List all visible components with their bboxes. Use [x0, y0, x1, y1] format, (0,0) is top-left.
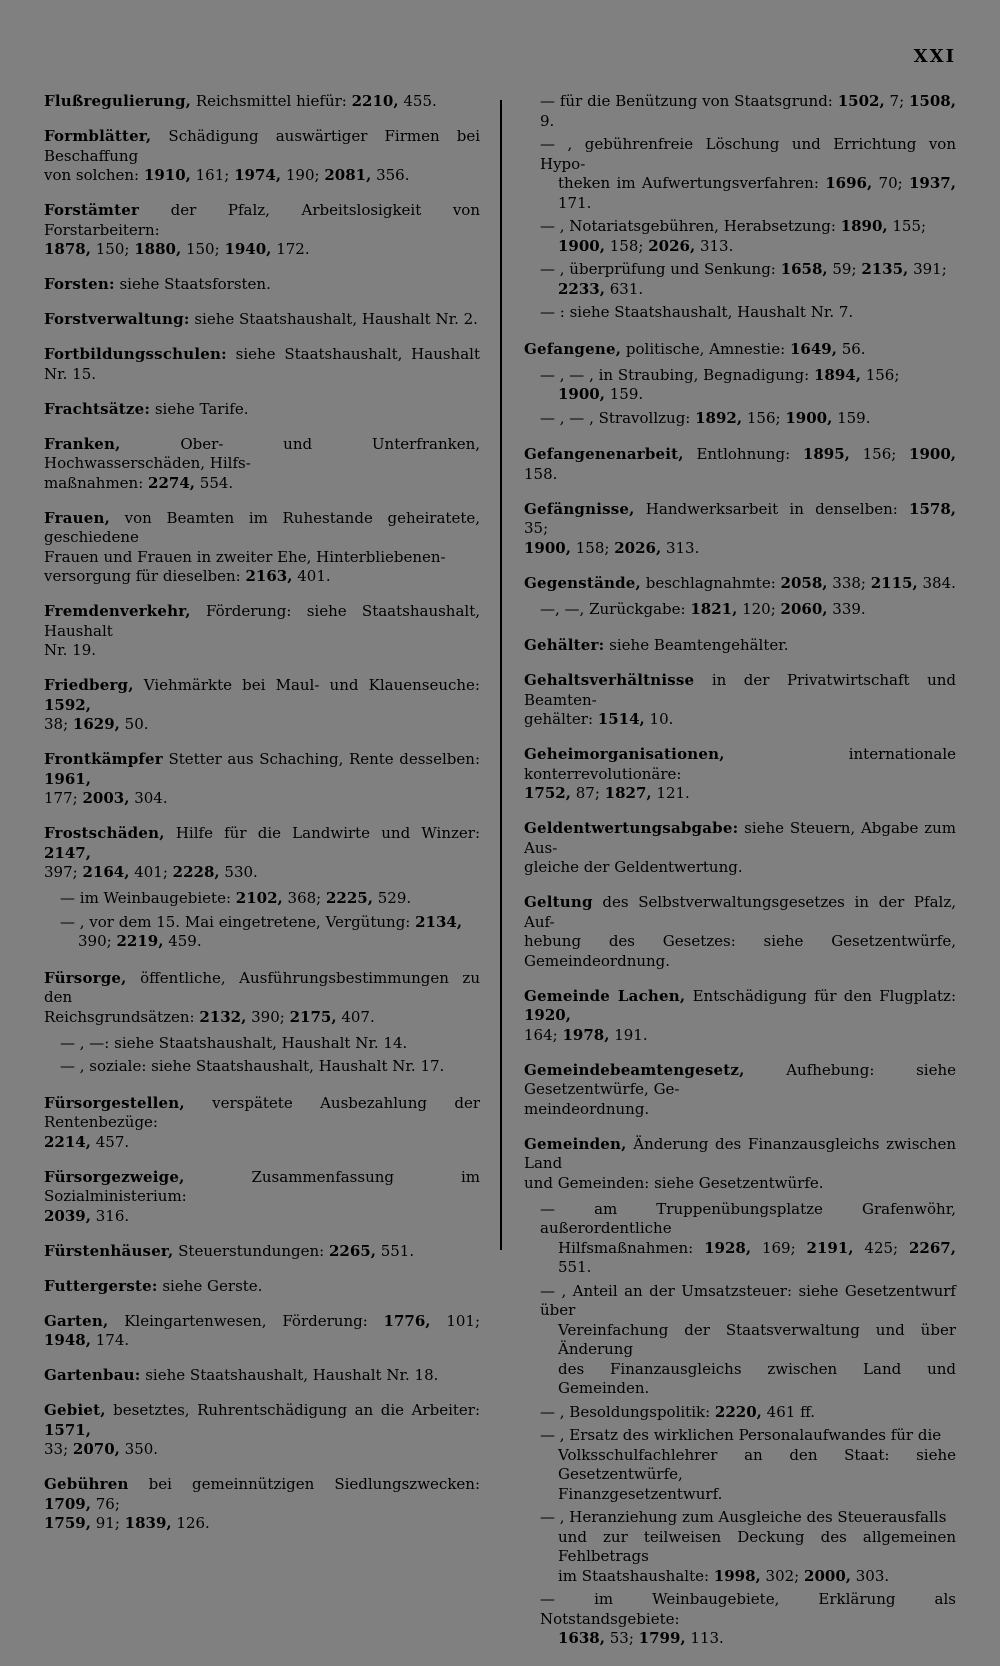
entry-line: und Gemeinden: siehe Gesetzentwürfe. [524, 1173, 824, 1192]
page-reference: 2102, [235, 889, 283, 907]
page-reference: 1799, [638, 1629, 686, 1647]
sub-entry [524, 1426, 956, 1504]
sub-entry-line: — , Ersatz des wirklichen Personalaufwandes für die [540, 1426, 942, 1444]
headword: Garten, [44, 1311, 109, 1330]
page-reference: 2026, [648, 236, 696, 255]
headword: Fürstenhäuser, [44, 1241, 174, 1260]
index-entry [44, 1277, 480, 1297]
headword: Gemeinde Lachen, [524, 986, 686, 1005]
sub-entry-line: des Finanzausgleichs zwischen Land und Gemeinden. [558, 1359, 956, 1397]
index-entry [44, 1366, 480, 1386]
headword: Flußregulierung, [44, 92, 192, 110]
page-reference: 1658, [780, 260, 828, 278]
entry-line: Gehälter: siehe Beamtengehälter. [524, 636, 789, 654]
entry-line: versorgung für dieselben: 2163, 401. [44, 567, 331, 585]
headword: Gebühren [44, 1475, 129, 1493]
page-reference: 1827, [604, 784, 652, 802]
headword: Fremdenverkehr, [44, 602, 191, 620]
entry-line: gleiche der Geldentwertung. [524, 858, 743, 876]
headword: Gemeindebeamtengesetz, [524, 1060, 745, 1079]
headword: Gegenstände, [524, 573, 641, 592]
headword: Gehälter: [524, 636, 605, 654]
page-reference: 1776, [383, 1311, 431, 1330]
headword: Geltung [524, 893, 593, 911]
entry-line: 38; 1629, 50. [44, 715, 149, 733]
page-reference: 1910, [143, 166, 191, 184]
sub-entry [524, 135, 956, 213]
entry-line: Geltung des Selbstverwaltungsgesetzes in der Pfalz, Auf- [524, 893, 956, 931]
sub-entry-line: — , Besoldungspolitik: 2220, 461 ff. [540, 1402, 815, 1421]
index-entry [44, 400, 480, 420]
sub-entry-line: — , gebührenfreie Löschung und Errichtung von Hypo- [540, 135, 956, 173]
page-reference: 2191, [806, 1238, 854, 1257]
headword: Forstverwaltung: [44, 310, 190, 328]
sub-entry [524, 217, 956, 256]
entry-line: Frachtsätze: siehe Tarife. [44, 399, 249, 418]
sub-entry-line: — , — , in Straubing, Begnadigung: 1894, 156; [540, 365, 900, 384]
entry-line: Reichsgrundsätzen: 2132, 390; 2175, 407. [44, 1007, 375, 1026]
entry-line: Frauen, von Beamten im Ruhestande geheiratete, geschiedene [44, 508, 480, 546]
page-reference: 2115, [870, 573, 918, 592]
page-reference: 2225, [326, 889, 373, 907]
headword: Frostschäden, [44, 824, 165, 842]
index-entry [44, 602, 480, 661]
headword: Gehaltsverhältnisse [524, 671, 695, 689]
sub-entry-line: und zur teilweisen Deckung des allgemeinen Fehlbetrags [558, 1527, 956, 1565]
index-entry [524, 500, 956, 559]
sub-entry-line: — , Notariatsgebühren, Herabsetzung: 1890, 155; [540, 217, 927, 235]
headword: Gefängnisse, [524, 499, 635, 518]
index-entry [44, 824, 480, 883]
index-entry [44, 1475, 480, 1534]
headword: Gemeinden, [524, 1134, 627, 1153]
index-entry [524, 574, 956, 594]
entry-line: Fortbildungsschulen: siehe Staatshaushalt, Haushalt Nr. 15. [44, 345, 480, 383]
sub-entry [44, 889, 480, 909]
headword: Gefangene, [524, 339, 622, 358]
sub-entry [524, 92, 956, 131]
sub-entry-line: Volksschulfachlehrer an den Staat: siehe Gesetzentwürfe, [558, 1445, 956, 1483]
page-reference: 1821, [690, 599, 738, 618]
page-reference: 1759, [44, 1514, 91, 1532]
headword: Fürsorge, [44, 968, 127, 987]
entry-line: 1752, 87; 1827, 121. [524, 784, 690, 802]
headword: Frauen, [44, 508, 110, 527]
sub-entry-line: — , überprüfung und Senkung: 1658, 59; 2135, 391; [540, 260, 947, 278]
page-reference: 1928, [704, 1238, 752, 1257]
index-entry [524, 340, 956, 360]
sub-entry-line: 2233, 631. [558, 279, 644, 298]
entry-line: Gefangenenarbeit, Entlohnung: 1895, 156; 1900, 158. [524, 445, 956, 483]
entry-line: Gemeindebeamtengesetz, Aufhebung: siehe Gesetzentwürfe, Ge- [524, 1060, 956, 1098]
entry-line: maßnahmen: 2274, 554. [44, 473, 234, 492]
page-reference: 2164, [82, 863, 130, 881]
entry-line: Geheimorganisationen, internationale konterrevolutionäre: [524, 745, 956, 783]
right-column [524, 92, 956, 1666]
sub-entry-line: — , Heranziehung zum Ausgleiche des Steuerausfalls [540, 1508, 947, 1526]
entry-line: Forstverwaltung: siehe Staatshaushalt, Haushalt Nr. 2. [44, 310, 478, 328]
left-column [44, 92, 480, 1549]
sub-entry-line: Finanzgesetzentwurf. [558, 1484, 723, 1503]
headword: Forstämter [44, 201, 140, 219]
column-divider [500, 100, 502, 1250]
page-reference: 2026, [614, 538, 662, 557]
entry-line: Fremdenverkehr, Förderung: siehe Staatshaushalt, Haushalt [44, 602, 480, 640]
index-entry [44, 676, 480, 735]
sub-entry [524, 1200, 956, 1278]
entry-line: Forsten: siehe Staatsforsten. [44, 275, 271, 293]
page-number: XXI [913, 46, 956, 67]
entry-line: 33; 2070, 350. [44, 1440, 159, 1458]
page-reference: 1895, [802, 445, 850, 463]
headword: Fürsorgestellen, [44, 1093, 185, 1112]
sub-entry-line: 1638, 53; 1799, 113. [558, 1629, 724, 1647]
headword: Futtergerste: [44, 1276, 158, 1295]
index-entry [44, 969, 480, 1028]
entry-line: Forstämter der Pfalz, Arbeitslosigkeit von Forstarbeitern: [44, 201, 480, 239]
index-entry [44, 1401, 480, 1460]
sub-entry [44, 1057, 480, 1077]
entry-line: hebung des Gesetzes: siehe Gesetzentwürfe, Gemeindeordnung. [524, 932, 956, 970]
entry-line: 2214, 457. [44, 1132, 130, 1151]
page-reference: 1649, [789, 339, 837, 358]
sub-entry-line: — am Truppenübungsplatze Grafenwöhr, außerordentliche [540, 1199, 956, 1237]
page-reference: 2274, [148, 473, 196, 492]
index-entry [44, 310, 480, 330]
page-reference: 1514, [597, 710, 645, 728]
page-reference: 2135, [861, 260, 909, 278]
sub-entry [524, 409, 956, 429]
entry-line: Nr. 19. [44, 641, 97, 659]
entry-line: gehälter: 1514, 10. [524, 710, 674, 728]
page-reference: 1900, [909, 445, 956, 463]
sub-entry-line: 1900, 159. [558, 385, 644, 403]
index-entry [44, 201, 480, 260]
page-reference: 2220, [714, 1402, 762, 1421]
page-reference: 1638, [558, 1629, 605, 1647]
page-reference: 2134, [415, 912, 463, 931]
page-reference: 2003, [82, 789, 130, 807]
sub-entry-line: — für die Benützung von Staatsgrund: 1502, 7; 1508, 9. [540, 92, 956, 130]
index-entry [44, 127, 480, 186]
page-reference: 2163, [245, 567, 293, 585]
sub-entry-line: Vereinfachung der Staatsverwaltung und über Änderung [558, 1320, 956, 1358]
sub-entry [524, 366, 956, 405]
headword: Gartenbau: [44, 1366, 141, 1384]
page-reference: 2070, [72, 1440, 120, 1458]
entry-line: Futtergerste: siehe Gerste. [44, 1276, 263, 1295]
page-reference: 1900, [785, 408, 833, 427]
sub-entry-line: 390; 2219, 459. [78, 932, 202, 950]
entry-line: Fürsorge, öffentliche, Ausführungsbestimmungen zu den [44, 968, 480, 1006]
page-reference: 2081, [324, 166, 372, 184]
page-reference: 1508, [909, 92, 956, 110]
page-reference: 2267, [909, 1238, 956, 1257]
page-reference: 1502, [837, 92, 885, 110]
entry-line: 2039, 316. [44, 1206, 130, 1225]
sub-entry [524, 1403, 956, 1423]
page-reference: 2175, [289, 1007, 337, 1026]
page-reference: 1571, [44, 1420, 91, 1439]
headword: Geheimorganisationen, [524, 745, 725, 763]
sub-entry [524, 600, 956, 620]
entry-line: Gemeinden, Änderung des Finanzausgleichs zwischen Land [524, 1134, 956, 1172]
page-reference: 2233, [558, 279, 605, 298]
headword: Gebiet, [44, 1401, 106, 1419]
page-reference: 2219, [116, 932, 164, 950]
page-reference: 2265, [328, 1241, 376, 1260]
entry-line: Gefängnisse, Handwerksarbeit in denselben: 1578, 35; [524, 499, 956, 537]
sub-entry-line: im Staatshaushalte: 1998, 302; 2000, 303. [558, 1566, 890, 1585]
page-reference: 2210, [351, 92, 399, 110]
entry-line: Formblätter, Schädigung auswärtiger Firmen bei Beschaffung [44, 127, 480, 165]
page-reference: 1961, [44, 769, 91, 788]
page-reference: 1880, [134, 240, 182, 258]
page-reference: 1937, [909, 174, 956, 192]
sub-entry [524, 1590, 956, 1649]
entry-line: Gemeinde Lachen, Entschädigung für den Flugplatz: 1920, [524, 986, 956, 1024]
page-reference: 1900, [558, 236, 605, 255]
entry-line: Gegenstände, beschlagnahmte: 2058, 338; 2115, 384. [524, 573, 956, 592]
page-reference: 1878, [44, 240, 91, 258]
headword: Franken, [44, 434, 121, 453]
entry-line: Gehaltsverhältnisse in der Privatwirtschaft und Beamten- [524, 671, 956, 709]
index-entry [44, 1094, 480, 1153]
page-reference: 2058, [780, 573, 828, 592]
page-reference: 1978, [562, 1025, 610, 1044]
sub-entry-line: 1900, 158; 2026, 313. [558, 236, 734, 255]
index-entry [44, 509, 480, 587]
page-reference: 1900, [524, 538, 571, 557]
sub-entry-line: theken im Aufwertungsverfahren: 1696, 70; 1937, 171. [558, 174, 956, 212]
page-reference: 1629, [72, 715, 120, 733]
index-entry [524, 1061, 956, 1120]
index-entry [44, 435, 480, 494]
entry-line: 1759, 91; 1839, 126. [44, 1514, 210, 1532]
index-entry [524, 987, 956, 1046]
entry-line: Fürstenhäuser, Steuerstundungen: 2265, 551. [44, 1241, 415, 1260]
page-reference: 1890, [840, 217, 888, 235]
entry-line: von solchen: 1910, 161; 1974, 190; 2081, 356. [44, 166, 410, 184]
headword: Formblätter, [44, 127, 152, 145]
index-entry [524, 1135, 956, 1194]
page-reference: 1892, [695, 408, 743, 427]
sub-entry-line: — : siehe Staatshaushalt, Haushalt Nr. 7. [540, 303, 854, 321]
page-reference: 2060, [780, 599, 828, 618]
entry-line: 1900, 158; 2026, 313. [524, 538, 700, 557]
page-reference: 1894, [813, 365, 861, 384]
entry-line: 397; 2164, 401; 2228, 530. [44, 863, 258, 881]
headword: Geldentwertungsabgabe: [524, 819, 739, 837]
sub-entry [524, 303, 956, 323]
page-reference: 1752, [524, 784, 571, 802]
sub-entry-line: — , — , Stravollzug: 1892, 156; 1900, 159. [540, 408, 871, 427]
page-reference: 1940, [224, 240, 272, 258]
entry-line: Gebühren bei gemeinnützigen Siedlungszwecken: 1709, 76; [44, 1475, 480, 1513]
entry-line: Gebiet, besetztes, Ruhrentschädigung an die Arbeiter: 1571, [44, 1401, 480, 1439]
headword: Forsten: [44, 275, 115, 293]
entry-line: 177; 2003, 304. [44, 789, 168, 807]
page-reference: 2214, [44, 1132, 91, 1151]
entry-line: 1878, 150; 1880, 150; 1940, 172. [44, 240, 310, 258]
index-entry [44, 750, 480, 809]
page-reference: 1920, [524, 1006, 571, 1024]
entry-line: Frauen und Frauen in zweiter Ehe, Hinterbliebenen- [44, 547, 446, 566]
headword: Frachtsätze: [44, 399, 151, 418]
page-reference: 2147, [44, 843, 91, 862]
entry-line: Geldentwertungsabgabe: siehe Steuern, Abgabe zum Aus- [524, 819, 956, 857]
page-reference: 1974, [234, 166, 282, 184]
sub-entry [44, 913, 480, 952]
index-entry [524, 745, 956, 804]
index-entry [44, 1168, 480, 1227]
entry-line: Fürsorgezweige, Zusammenfassung im Sozialministerium: [44, 1167, 480, 1205]
page-reference: 1709, [44, 1494, 91, 1513]
entry-line: Gefangene, politische, Amnestie: 1649, 56. [524, 339, 866, 358]
entry-line: Friedberg, Viehmärkte bei Maul- und Klauenseuche: 1592, [44, 676, 480, 714]
entry-line: Fürsorgestellen, verspätete Ausbezahlung der Rentenbezüge: [44, 1093, 480, 1131]
headword: Fortbildungsschulen: [44, 345, 227, 363]
entry-line: Franken, Ober- und Unterfranken, Hochwasserschäden, Hilfs- [44, 434, 480, 472]
page-reference: 1839, [124, 1514, 172, 1532]
sub-entry [524, 1282, 956, 1399]
entry-line: 164; 1978, 191. [524, 1025, 648, 1044]
sub-entry-line: —, —, Zurückgabe: 1821, 120; 2060, 339. [540, 599, 866, 618]
entry-line: Frostschäden, Hilfe für die Landwirte und Winzer: 2147, [44, 824, 480, 862]
sub-entry [524, 260, 956, 299]
entry-line: Flußregulierung, Reichsmittel hiefür: 2210, 455. [44, 92, 437, 110]
headword: Frontkämpfer [44, 750, 163, 768]
index-entry [44, 1312, 480, 1351]
index-entry [44, 345, 480, 384]
sub-entry-line: — im Weinbaugebiete, Erklärung als Notstandsgebiete: [540, 1590, 956, 1628]
entry-line: Frontkämpfer Stetter aus Schaching, Rente desselben: 1961, [44, 750, 480, 788]
index-entry [44, 92, 480, 112]
index-entry [44, 1242, 480, 1262]
headword: Gefangenenarbeit, [524, 445, 684, 463]
index-entry [524, 445, 956, 484]
sub-entry-line: — , —: siehe Staatshaushalt, Haushalt Nr. 14. [60, 1033, 408, 1052]
entry-line: Gartenbau: siehe Staatshaushalt, Haushalt Nr. 18. [44, 1366, 439, 1384]
headword: Fürsorgezweige, [44, 1167, 185, 1186]
page-reference: 2228, [172, 863, 220, 881]
page-reference: 1948, [44, 1331, 91, 1349]
sub-entry-line: — , soziale: siehe Staatshaushalt, Haushalt Nr. 17. [60, 1057, 445, 1075]
page-reference: 2132, [199, 1007, 247, 1026]
sub-entry [524, 1508, 956, 1586]
entry-line: meindeordnung. [524, 1099, 650, 1118]
page-reference: 2000, [804, 1566, 851, 1585]
page-reference: 1696, [825, 174, 873, 192]
sub-entry-line: — , vor dem 15. Mai eingetretene, Vergütung: 2134, [60, 912, 463, 931]
index-entry [524, 671, 956, 730]
index-entry [524, 893, 956, 971]
headword: Friedberg, [44, 676, 134, 694]
sub-entry [44, 1034, 480, 1054]
page-reference: 2039, [44, 1206, 91, 1225]
index-entry [524, 819, 956, 878]
index-entry [524, 636, 956, 656]
sub-entry-line: Hilfsmaßnahmen: 1928, 169; 2191, 425; 2267, 551. [558, 1238, 956, 1276]
page-reference: 1998, [713, 1566, 761, 1585]
page-reference: 1900, [558, 385, 605, 403]
index-entry [44, 275, 480, 295]
page-reference: 1578, [909, 499, 956, 518]
entry-line: Garten, Kleingartenwesen, Förderung: 1776, 101; 1948, 174. [44, 1311, 480, 1349]
sub-entry-line: — , Anteil an der Umsatzsteuer: siehe Gesetzentwurf über [540, 1281, 956, 1319]
page-reference: 1592, [44, 695, 91, 714]
sub-entry-line: — im Weinbaugebiete: 2102, 368; 2225, 529. [60, 889, 412, 907]
